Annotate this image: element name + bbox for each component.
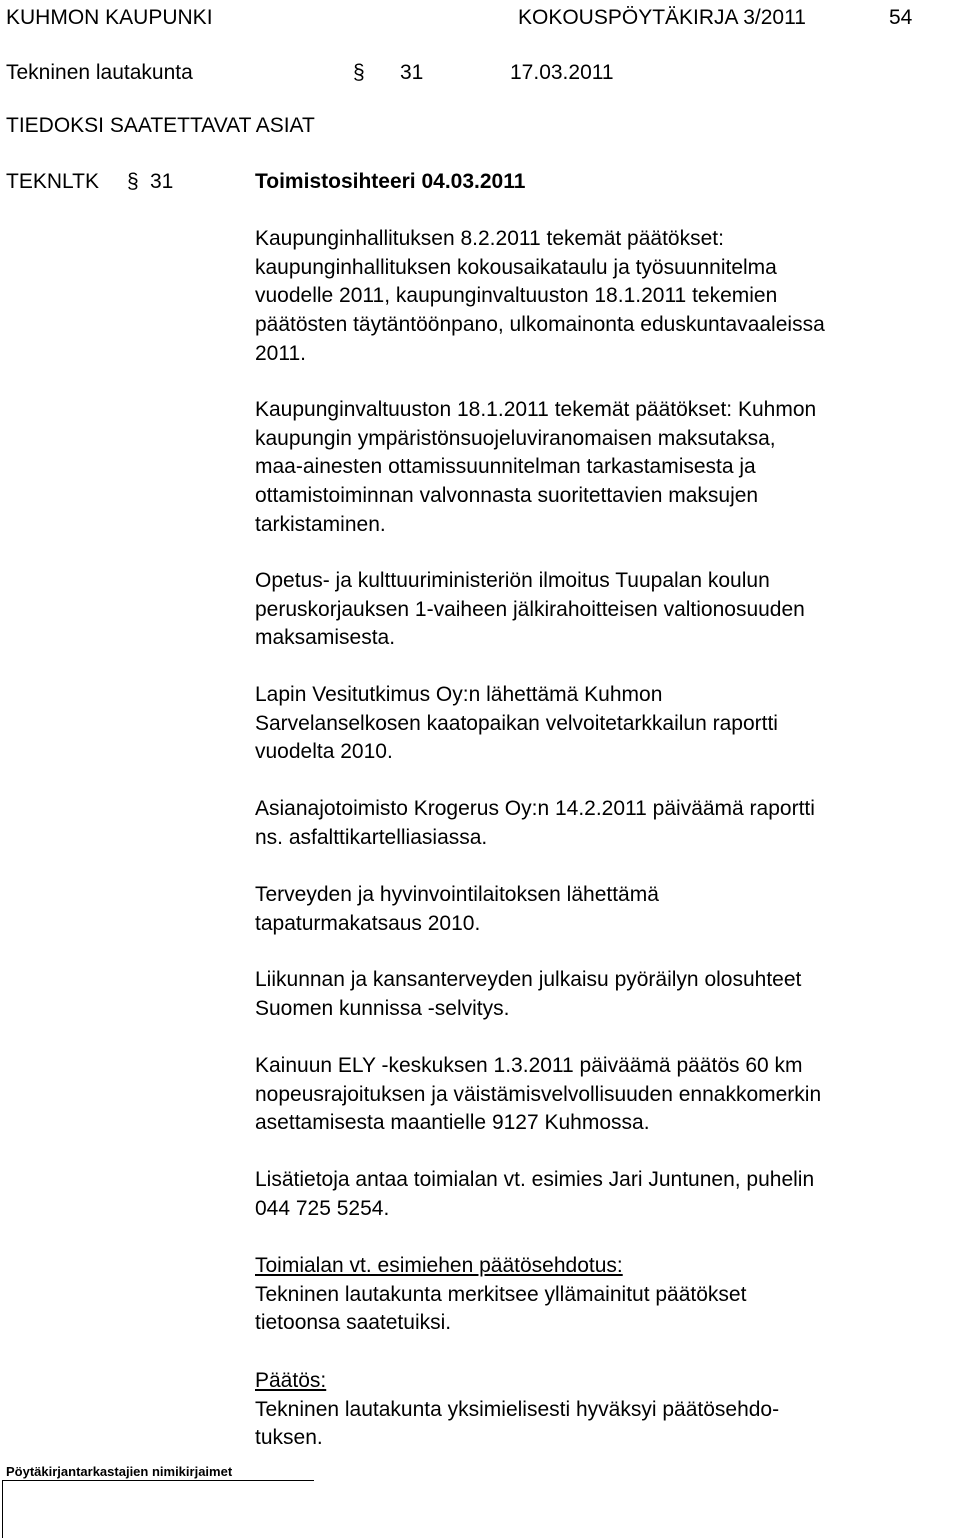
- paragraph-line: Asianajotoimisto Krogerus Oy:n 14.2.2011 päiväämä raportti: [255, 797, 815, 820]
- proposal-line: tietoonsa saatetuiksi.: [255, 1311, 452, 1335]
- paragraph-line: Lisätietoja antaa toimialan vt. esimies Jari Juntunen, puhelin: [255, 1168, 815, 1191]
- paragraph: [255, 225, 945, 369]
- paragraph-line: nopeusrajoituksen ja väistämisvelvollisuuden ennakkomerkin: [255, 1082, 822, 1106]
- paragraph-line: tapaturmakatsaus 2010.: [255, 911, 481, 935]
- paragraph-line: Terveyden ja hyvinvointilaitoksen lähettämä: [255, 883, 659, 906]
- header-document-title: KOKOUSPÖYTÄKIRJA 3/2011: [518, 6, 806, 29]
- header-org: KUHMON KAUPUNKI: [6, 6, 213, 29]
- paragraph-line: 044 725 5254.: [255, 1196, 390, 1220]
- header-board: Tekninen lautakunta: [6, 61, 193, 84]
- page-title: TIEDOKSI SAATETTAVAT ASIAT: [6, 114, 315, 137]
- paragraph: [255, 1052, 945, 1138]
- paragraph: [255, 681, 945, 767]
- signature-line: [2, 1480, 314, 1481]
- paragraph-line: maa-ainesten ottamissuunnitelman tarkastamisesta ja: [255, 455, 756, 479]
- proposal-label: Toimialan vt. esimiehen päätösehdotus:: [255, 1254, 623, 1277]
- decision-line: tuksen.: [255, 1426, 323, 1450]
- decision-block: [255, 1367, 945, 1453]
- paragraph-line: Sarvelanselkosen kaatopaikan velvoitetarkkailun raportti: [255, 711, 778, 735]
- paragraph-line: tarkistaminen.: [255, 512, 386, 536]
- paragraph: [255, 795, 945, 852]
- paragraph-line: kaupunginhallituksen kokousaikataulu ja työsuunnitelma: [255, 255, 777, 279]
- item-subtitle: Toimistosihteeri 04.03.2011: [255, 170, 526, 193]
- item-section-sign: §: [127, 170, 139, 193]
- signature-label: Pöytäkirjantarkastajien nimikirjaimet: [6, 1464, 233, 1479]
- item-section-number: 31: [150, 170, 174, 193]
- paragraph-line: Kaupunginhallituksen 8.2.2011 tekemät päätökset:: [255, 227, 724, 250]
- paragraph-line: päätösten täytäntöönpano, ulkomainonta eduskuntavaaleissa: [255, 313, 825, 337]
- paragraph-line: Lapin Vesitutkimus Oy:n lähettämä Kuhmon: [255, 683, 663, 706]
- paragraph-line: vuodelle 2011, kaupunginvaltuuston 18.1.2011 tekemien: [255, 284, 778, 308]
- paragraph: [255, 881, 945, 938]
- signature-box-edge: [2, 1480, 3, 1538]
- paragraph-line: Liikunnan ja kansanterveyden julkaisu pyöräilyn olosuhteet: [255, 968, 802, 991]
- header-page-number: 54: [889, 6, 913, 29]
- header-section-sign: §: [353, 61, 365, 84]
- paragraph-line: kaupungin ympäristönsuojeluviranomaisen maksutaksa,: [255, 426, 776, 450]
- paragraph-line: ns. asfalttikartelliasiassa.: [255, 825, 488, 849]
- paragraph-line: Kaupunginvaltuuston 18.1.2011 tekemät päätökset: Kuhmon: [255, 398, 817, 421]
- proposal-line: Tekninen lautakunta merkitsee yllämainitut päätökset: [255, 1282, 747, 1306]
- paragraph-line: asettamisesta maantielle 9127 Kuhmossa.: [255, 1111, 650, 1135]
- paragraph-line: vuodelta 2010.: [255, 740, 393, 764]
- decision-line: Tekninen lautakunta yksimielisesti hyväksyi päätösehdo-: [255, 1397, 780, 1421]
- paragraph-line: Suomen kunnissa -selvitys.: [255, 996, 510, 1020]
- header-section-number: 31: [400, 61, 424, 84]
- paragraph: [255, 567, 945, 653]
- paragraph-line: maksamisesta.: [255, 626, 396, 650]
- paragraph: [255, 1166, 945, 1223]
- decision-label: Päätös:: [255, 1369, 327, 1392]
- proposal-block: [255, 1252, 945, 1338]
- header-date: 17.03.2011: [510, 61, 614, 84]
- paragraph-line: peruskorjauksen 1-vaiheen jälkirahoitteisen valtionosuuden: [255, 597, 805, 621]
- paragraph-line: Kainuun ELY -keskuksen 1.3.2011 päiväämä päätös 60 km: [255, 1054, 803, 1077]
- paragraph-line: Opetus- ja kulttuuriministeriön ilmoitus Tuupalan koulun: [255, 569, 770, 592]
- item-code: TEKNLTK: [6, 170, 99, 193]
- paragraph-line: 2011.: [255, 341, 306, 365]
- paragraph-line: ottamistoiminnan valvonnasta suoritettavien maksujen: [255, 484, 759, 508]
- paragraph: [255, 396, 945, 540]
- paragraph: [255, 966, 945, 1023]
